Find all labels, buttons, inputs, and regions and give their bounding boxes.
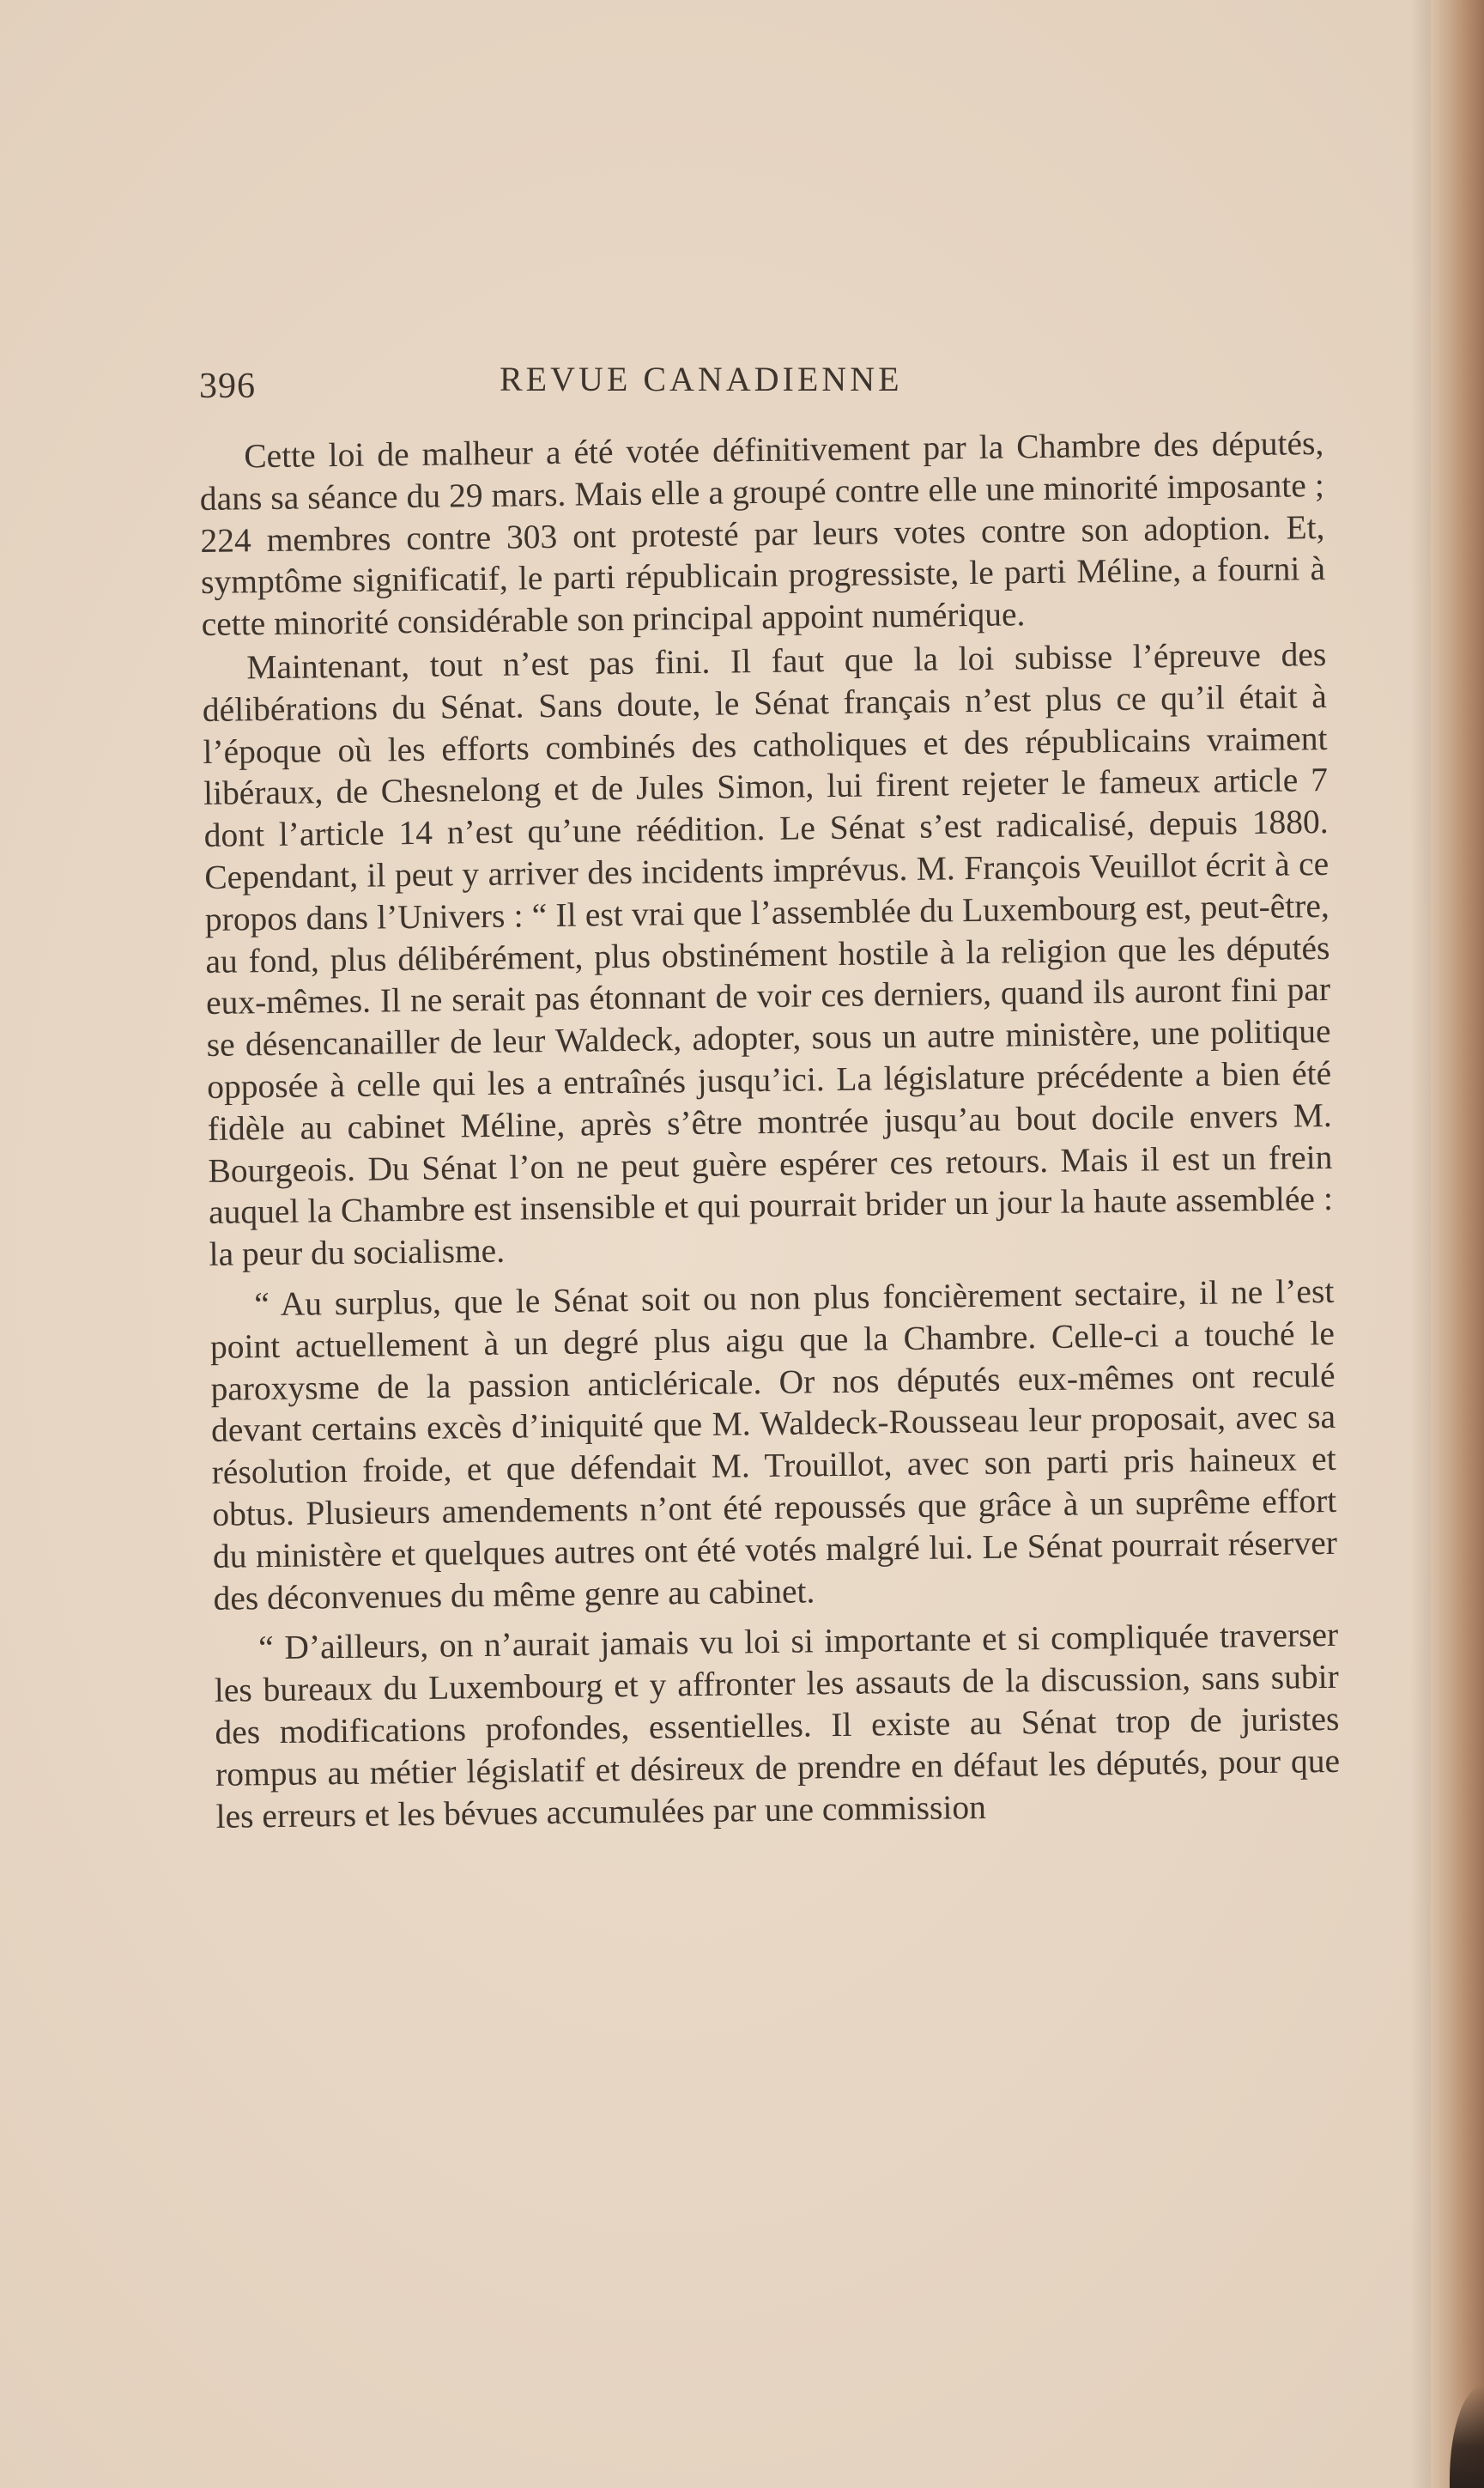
page-edge [1431, 0, 1484, 2488]
page-number: 396 [199, 367, 256, 406]
body-text [199, 422, 1341, 1839]
page-header [199, 352, 1323, 412]
running-title: REVUE CANADIENNE [500, 360, 903, 398]
paragraph-4: “ D’ailleurs, on n’aurait jamais vu loi si importante et si compliquée traverser les bureaux du Luxembourg et y affronter les assauts de la discussion, sans subir des modifications profondes, essentielles. Il existe au Sénat trop de juristes rompus au métier législatif et désireux de prendre en défaut les députés, pour que les erreurs et les bévues accumulées par une commission [214, 1616, 1341, 1836]
page-edge-shadow [1410, 0, 1431, 2488]
paragraph-3: “ Au surplus, que le Sénat soit ou non plus foncièrement sectaire, il ne l’est point actuellement à un degré plus aigu que la Chambre. Celle-ci a touché le paroxysme de la passion anticléricale. Or nos députés eux-mêmes ont reculé devant certains excès d’iniquité que M. Waldeck-Rousseau leur proposait, avec sa résolution froide, et que défendait M. Trouillot, avec son parti pris haineux et obtus. Plusieurs amendements n’ont été repoussés que grâce à un suprême effort du ministère et quelques autres ont été votés malgré lui. Le Sénat pourrait réserver des déconvenues du même genre au cabinet. [209, 1271, 1338, 1617]
paragraph-2: Maintenant, tout n’est pas fini. Il faut que la loi subisse l’épreuve des délibérations du Sénat. Sans doute, le Sénat français n’est plus ce qu’il était à l’époque où les efforts combinés des catholiques et des républicains vraiment libéraux, de Chesnelong et de Jules Simon, lui firent rejeter le fameux article 7 dont l’article 14 n’est qu’une réédition. Le Sénat s’est radicalisé, depuis 1880. Cependant, il peut y arriver des incidents imprévus. M. François Veuillot écrit à ce propos dans l’Univers : “ Il est vrai que l’assemblée du Luxembourg est, peut-être, au fond, plus délibérément, plus obstinément hostile à la religion que les députés eux-mêmes. Il ne serait pas étonnant de voir ces derniers, quand ils auront fini par se désencanailler de leur Waldeck, adopter, sous un autre ministère, une politique opposée à celle qui les a entraînés jusqu’ici. La législature précédente a bien été fidèle au cabinet Méline, après s’être montrée jusqu’au bout docile envers M. Bourgeois. Du Sénat l’on ne peut guère espérer ces retours. Mais il est un frein auquel la Chambre est insensible et qui pourrait brider un jour la haute assemblée : la peur du socialisme. [202, 634, 1334, 1274]
paragraph-1: Cette loi de malheur a été votée définitivement par la Chambre des députés, dans sa séance du 29 mars. Mais elle a groupé contre elle une minorité imposante ; 224 membres contre 303 ont protesté par leurs votes contre son adoption. Et, symptôme significatif, le parti républicain progressiste, le parti Méline, a fourni à cette minorité considérable son principal appoint numérique. [199, 423, 1326, 644]
